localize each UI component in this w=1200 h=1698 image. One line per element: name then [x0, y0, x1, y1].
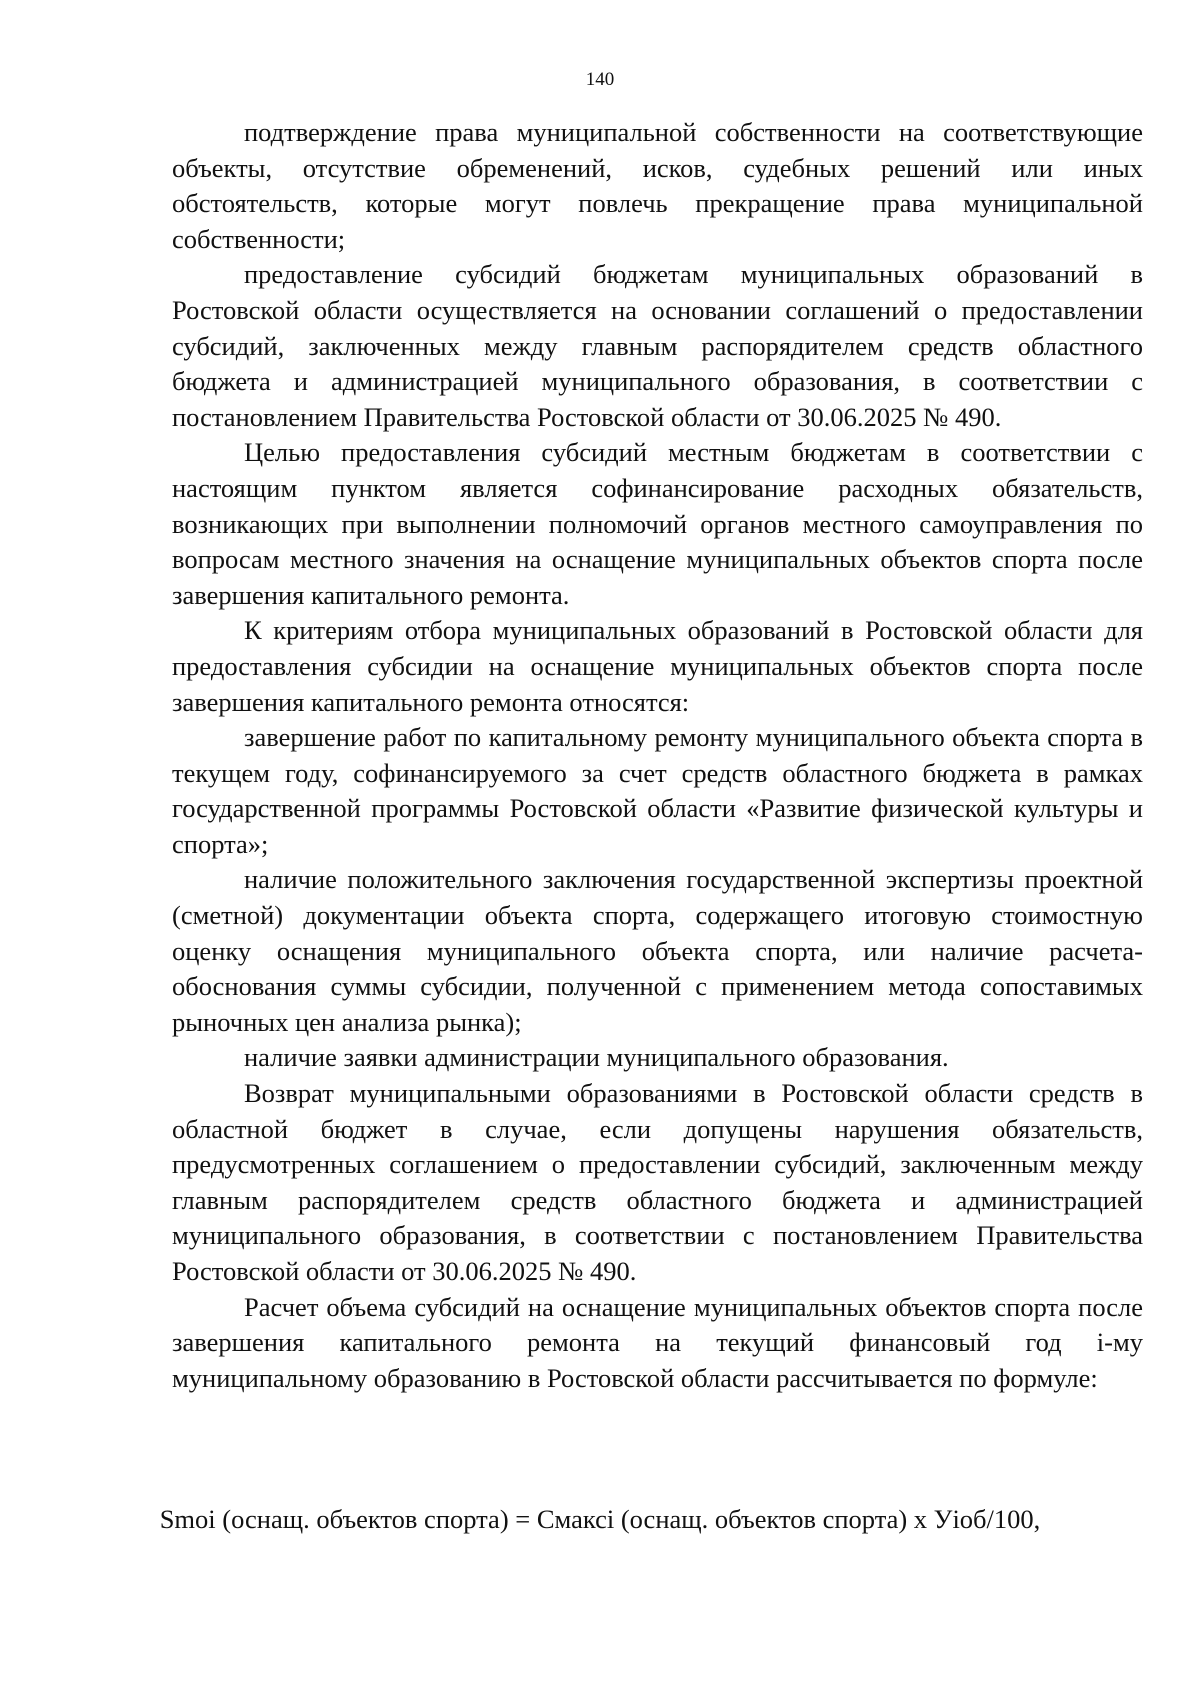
paragraph-calculation-intro: Расчет объема субсидий на оснащение муниципальных объектов спорта после завершения капитального ремонта на текущий финансовый год i-му муниципальному образованию в Ростовской области рассчитывается по формуле: — [172, 1291, 1143, 1393]
paragraph-criterion-repair-completion: завершение работ по капитальному ремонту муниципального объекта спорта в текущем году, софинансируемого за счет средств областного бюджета в рамках государственной программы Ростовской области «Развитие физической культуры и спорта»; — [172, 722, 1143, 859]
paragraph-subsidy-agreements: предоставление субсидий бюджетам муниципальных образований в Ростовской области осуществляется на основании соглашений о предоставлении субсидий, заключенных между главным распорядителем средств областного бюджета и администрацией муниципального образования, в соответствии с постановлением Правительства Ростовской области от 30.06.2025 № 490. — [172, 259, 1143, 432]
paragraph-criterion-application: наличие заявки администрации муниципального образования. — [244, 1042, 949, 1073]
subsidy-formula: Smoi (оснащ. объектов спорта) = Смаксi (оснащ. объектов спорта) х Уioб/100, — [159, 1504, 1041, 1534]
page-number: 140 — [585, 69, 615, 90]
paragraph-funds-return: Возврат муниципальными образованиями в Ростовской области средств в областной бюджет в случае, если допущены нарушения обязательств, предусмотренных соглашением о предоставлении субсидий, заключенным между главным распорядителем средств областного бюджета и администрацией муниципального образования, в соответствии с постановлением Правительства Ростовской области от 30.06.2025 № 490. — [172, 1078, 1143, 1286]
document-body — [172, 115, 1143, 1396]
paragraph-subsidy-purpose: Целью предоставления субсидий местным бюджетам в соответствии с настоящим пунктом является софинансирование расходных обязательств, возникающих при выполнении полномочий органов местного самоуправления по вопросам местного значения на оснащение муниципальных объектов спорта после завершения капитального ремонта. — [172, 437, 1143, 610]
paragraph-criterion-expertise: наличие положительного заключения государственной экспертизы проектной (сметной) документации объекта спорта, содержащего итоговую стоимостную оценку оснащения муниципального объекта спорта, или наличие расчета-обоснования суммы субсидии, полученной с применением метода сопоставимых рыночных цен анализа рынка); — [172, 864, 1143, 1037]
paragraph-municipal-ownership: подтверждение права муниципальной собственности на соответствующие объекты, отсутствие обременений, исков, судебных решений или иных обстоятельств, которые могут повлечь прекращение права муниципальной собственности; — [172, 117, 1143, 254]
paragraph-selection-criteria: К критериям отбора муниципальных образований в Ростовской области для предоставления субсидии на оснащение муниципальных объектов спорта после завершения капитального ремонта относятся: — [172, 615, 1143, 717]
